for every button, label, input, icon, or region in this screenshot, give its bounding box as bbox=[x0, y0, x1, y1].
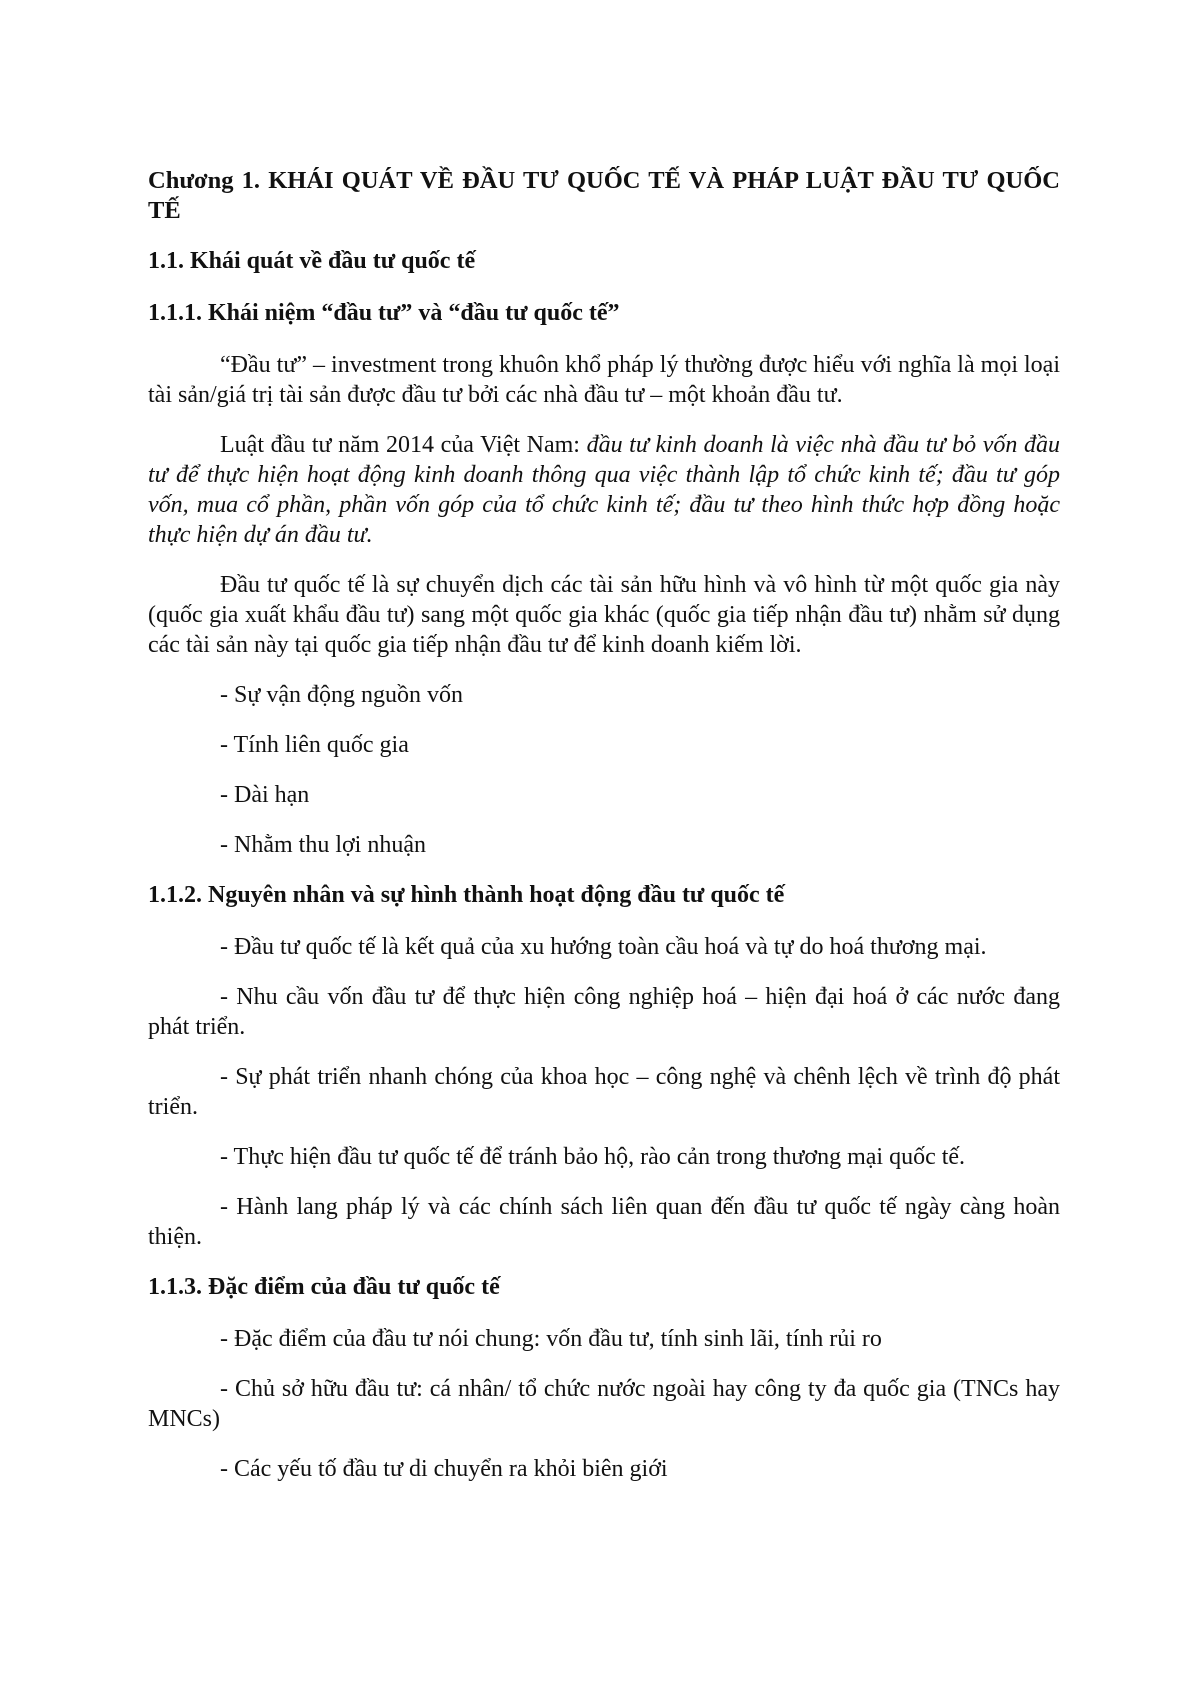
list-item: - Sự vận động nguồn vốn bbox=[220, 682, 463, 708]
list-item: - Đầu tư quốc tế là kết quả của xu hướng toàn cầu hoá và tự do hoá thương mại. bbox=[220, 934, 987, 960]
list-item: - Thực hiện đầu tư quốc tế để tránh bảo hộ, rào cản trong thương mại quốc tế. bbox=[220, 1144, 966, 1170]
section-heading-1-1: 1.1. Khái quát về đầu tư quốc tế bbox=[148, 248, 476, 274]
list-item: - Dài hạn bbox=[220, 782, 310, 808]
document-page bbox=[148, 166, 1060, 1504]
chapter-title: Chương 1. KHÁI QUÁT VỀ ĐẦU TƯ QUỐC TẾ VÀ PHÁP LUẬT ĐẦU TƯ QUỐC TẾ bbox=[148, 167, 1060, 224]
paragraph-international-investment-definition: Đầu tư quốc tế là sự chuyển dịch các tài sản hữu hình và vô hình từ một quốc gia này (quốc gia xuất khẩu đầu tư) sang một quốc gia khác (quốc gia tiếp nhận đầu tư) nhằm sử dụng các tài sản này tại quốc gia tiếp nhận đầu tư để kinh doanh kiếm lời. bbox=[148, 572, 1060, 658]
list-item: - Nhằm thu lợi nhuận bbox=[220, 832, 426, 858]
law-quote-text: đầu tư kinh doanh là việc nhà đầu tư bỏ vốn đầu tư để thực hiện hoạt động kinh doanh thông qua việc thành lập tổ chức kinh tế; đầu tư góp vốn, mua cổ phần, phần vốn góp của tổ chức kinh tế; đầu tư theo hình thức hợp đồng hoặc thực hiện dự án đầu tư. bbox=[148, 432, 1061, 548]
list-item: - Hành lang pháp lý và các chính sách liên quan đến đầu tư quốc tế ngày càng hoàn thiện. bbox=[148, 1194, 1060, 1250]
paragraph-investment-law-2014 bbox=[148, 430, 1060, 550]
list-item: - Sự phát triển nhanh chóng của khoa học – công nghệ và chênh lệch về trình độ phát triển. bbox=[148, 1064, 1060, 1120]
list-item: - Nhu cầu vốn đầu tư để thực hiện công nghiệp hoá – hiện đại hoá ở các nước đang phát triển. bbox=[148, 984, 1060, 1040]
law-lead-text: Luật đầu tư năm 2014 của Việt Nam: bbox=[220, 432, 587, 458]
list-item: - Đặc điểm của đầu tư nói chung: vốn đầu tư, tính sinh lãi, tính rủi ro bbox=[220, 1326, 882, 1352]
list-item: - Tính liên quốc gia bbox=[220, 732, 409, 758]
section-heading-1-1-2: 1.1.2. Nguyên nhân và sự hình thành hoạt động đầu tư quốc tế bbox=[148, 882, 785, 908]
paragraph-investment-definition: “Đầu tư” – investment trong khuôn khổ pháp lý thường được hiểu với nghĩa là mọi loại tài sản/giá trị tài sản được đầu tư bởi các nhà đầu tư – một khoản đầu tư. bbox=[148, 352, 1060, 408]
list-item: - Các yếu tố đầu tư di chuyển ra khỏi biên giới bbox=[220, 1456, 668, 1482]
list-item: - Chủ sở hữu đầu tư: cá nhân/ tổ chức nước ngoài hay công ty đa quốc gia (TNCs hay MNCs) bbox=[148, 1376, 1060, 1432]
section-heading-1-1-3: 1.1.3. Đặc điểm của đầu tư quốc tế bbox=[148, 1274, 500, 1300]
section-heading-1-1-1: 1.1.1. Khái niệm “đầu tư” và “đầu tư quốc tế” bbox=[148, 300, 620, 326]
